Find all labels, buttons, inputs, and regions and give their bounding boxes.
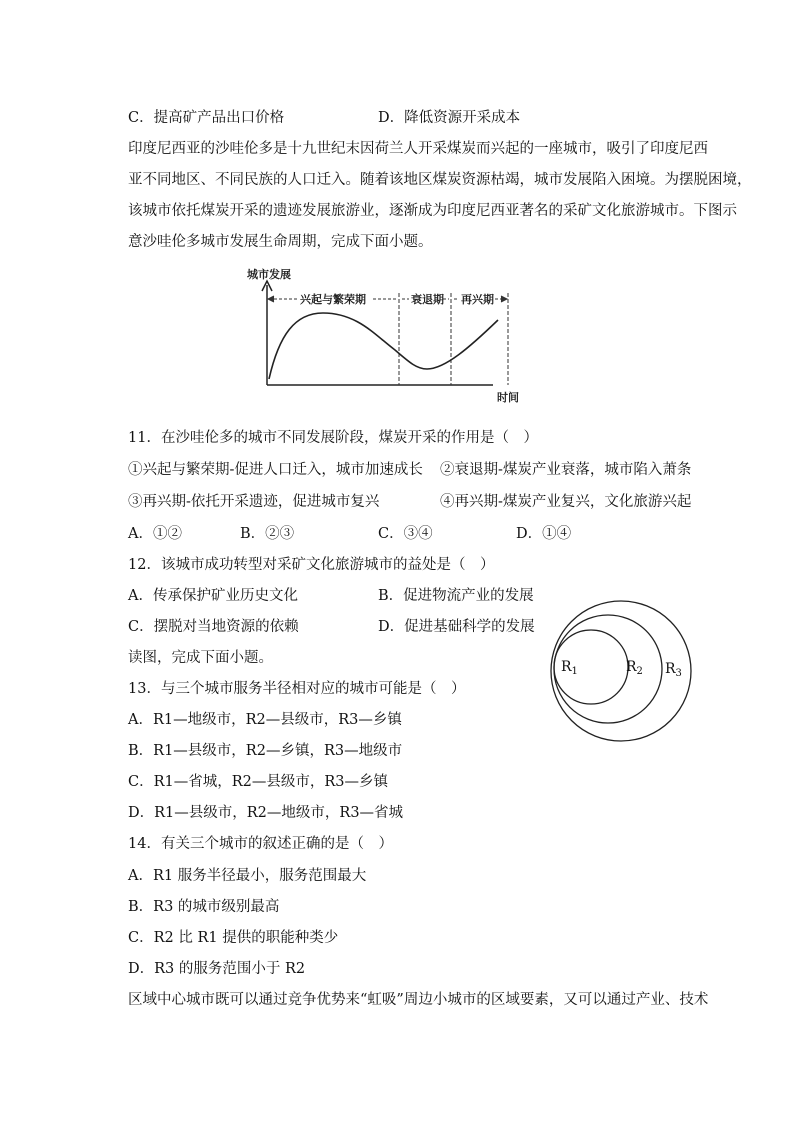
q14-stem: 14．有关三个城市的叙述正确的是（ ）: [128, 836, 393, 852]
q13-option-b: B．R1—县级市，R2—乡镇，R3—地级市: [128, 743, 403, 759]
city-lifecycle-figure: [245, 265, 545, 410]
intro-line-4: 意沙哇伦多城市发展生命周期，完成下面小题。: [128, 234, 433, 250]
q13-option-a: A．R1—地级市，R2—县级市，R3—乡镇: [128, 712, 402, 728]
label-r3: $R_3$: [665, 661, 682, 679]
service-radius-figure: [547, 585, 707, 765]
q14-option-b: B．R3 的城市级别最高: [128, 899, 280, 915]
stage-label-decline: 衰退期: [411, 293, 444, 306]
q12-stem: 12．该城市成功转型对采矿文化旅游城市的益处是（ ）: [128, 557, 495, 573]
label-r2: $R_2$: [626, 659, 643, 677]
q11-option-b: B．②③: [240, 526, 295, 542]
q10-option-d: D．降低资源开采成本: [378, 110, 521, 126]
q11-statement-2: ②衰退期-煤炭产业衰落，城市陷入萧条: [440, 462, 692, 478]
q13-option-c: C．R1—省城，R2—县级市，R3—乡镇: [128, 774, 389, 790]
q12-option-d: D．促进基础科学的发展: [378, 619, 535, 635]
q14-option-a: A．R1 服务半径最小，服务范围最大: [128, 868, 367, 884]
intro-line-1: 印度尼西亚的沙哇伦多是十九世纪末因荷兰人开采煤炭而兴起的一座城市，吸引了印度尼西: [128, 141, 708, 157]
q14-option-c: C．R2 比 R1 提供的职能种类少: [128, 930, 339, 946]
q12-option-b: B．促进物流产业的发展: [378, 588, 534, 604]
q12-option-c: C．摆脱对当地资源的依赖: [128, 619, 299, 635]
intro-line-3: 该城市依托煤炭开采的遗迹发展旅游业，逐渐成为印度尼西亚著名的采矿文化旅游城市。下图示: [128, 203, 737, 219]
q12-option-a: A．传承保护矿业历史文化: [128, 588, 298, 604]
q11-option-c: C．③④: [378, 526, 433, 542]
stage-label-rise: 兴起与繁荣期: [300, 293, 366, 306]
q11-stem: 11．在沙哇伦多的城市不同发展阶段，煤炭开采的作用是（ ）: [128, 430, 538, 446]
read-figure-instruction: 读图，完成下面小题。: [128, 650, 273, 666]
development-curve: [269, 313, 498, 379]
q11-statement-3: ③再兴期-依托开采遗迹，促进城市复兴: [128, 494, 380, 510]
q11-statement-1: ①兴起与繁荣期-促进人口迁入，城市加速成长: [128, 462, 423, 478]
y-axis-label: 城市发展: [247, 268, 291, 281]
label-r1: $R_1$: [561, 659, 578, 677]
stage-label-revival: 再兴期: [461, 293, 494, 306]
closing-passage-line: 区域中心城市既可以通过竞争优势来“虹吸”周边小城市的区域要素，又可以通过产业、技术: [128, 992, 709, 1008]
q13-option-d: D．R1—县级市，R2—地级市，R3—省城: [128, 805, 404, 821]
q14-option-d: D．R3 的服务范围小于 R2: [128, 961, 306, 977]
intro-line-2: 亚不同地区、不同民族的人口迁入。随着该地区煤炭资源枯竭，城市发展陷入困境。为摆脱困境，: [128, 172, 752, 188]
q11-option-a: A．①②: [128, 526, 182, 542]
x-axis-label: 时间: [497, 391, 519, 404]
q13-stem: 13．与三个城市服务半径相对应的城市可能是（ ）: [128, 681, 466, 697]
q10-option-c: C．提高矿产品出口价格: [128, 110, 285, 126]
q11-statement-4: ④再兴期-煤炭产业复兴，文化旅游兴起: [440, 494, 692, 510]
q11-option-d: D．①④: [516, 526, 572, 542]
